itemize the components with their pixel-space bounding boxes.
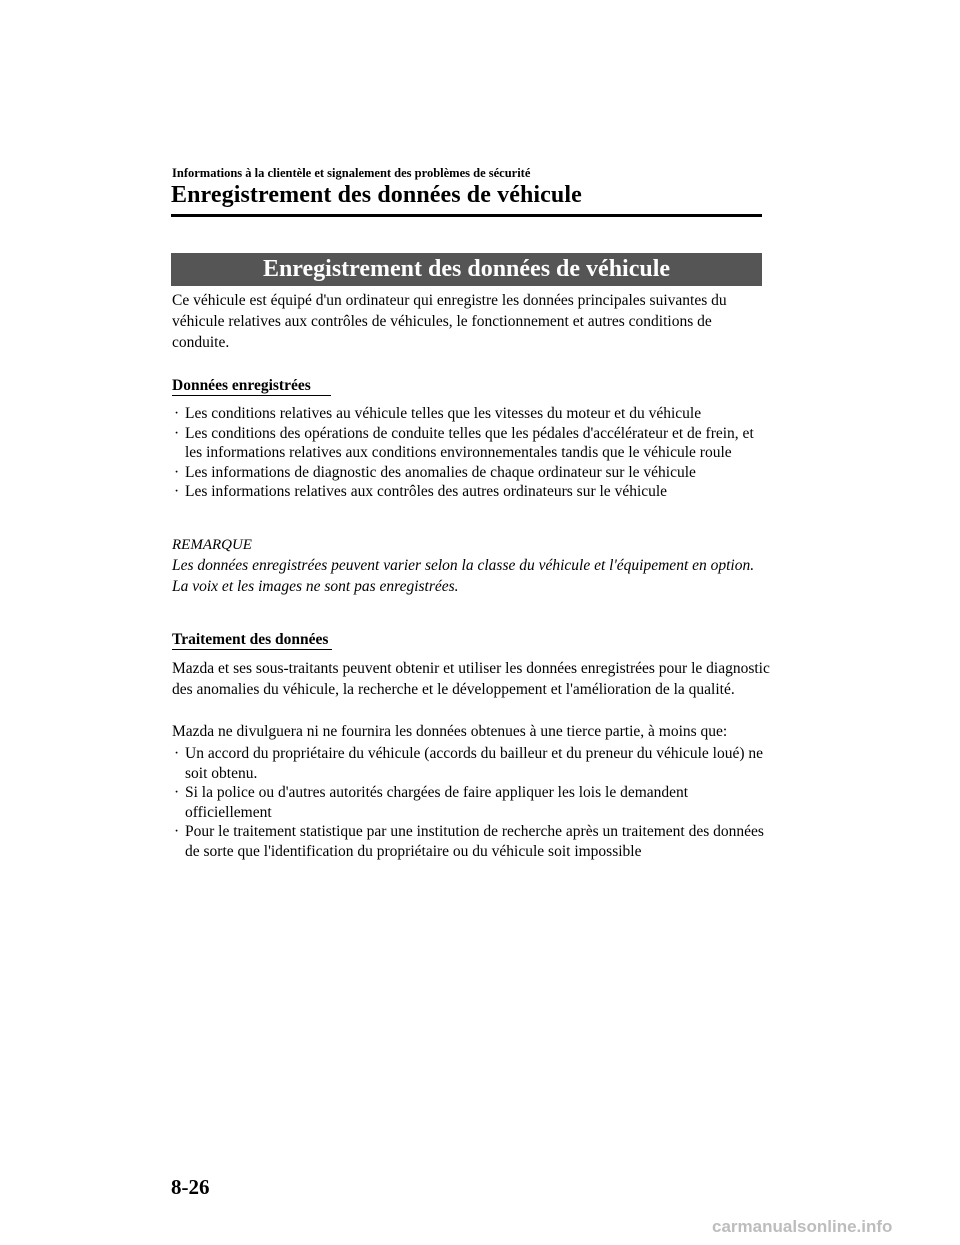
list-item: · Pour le traitement statistique par une institution de recherche après un traitement des données de sorte que l'identification du propriétaire ou du véhicule soit impossible — [174, 823, 764, 860]
list-item: · Si la police ou d'autres autorités chargées de faire appliquer les lois le demandent officiellement — [174, 784, 689, 821]
page-number: 8-26 — [171, 1175, 210, 1199]
section-title: Enregistrement des données de véhicule — [171, 182, 582, 208]
note-text: Les données enregistrées peuvent varier selon la classe du véhicule et l'équipement en option. La voix et les images ne sont pas enregistrées. — [172, 557, 755, 595]
processing-heading: Traitement des données — [172, 631, 329, 648]
processing-paragraph-2: Mazda ne divulguera ni ne fournira les données obtenues à une tierce partie, à moins que: — [172, 723, 728, 740]
bullet-icon: · — [174, 463, 180, 481]
bullet-icon: · — [174, 784, 180, 801]
list-item: · Un accord du propriétaire du véhicule (accords du bailleur et du preneur du véhicule loué) ne soit obtenu. — [174, 745, 763, 782]
processing-list — [172, 744, 772, 861]
bullet-icon: · — [174, 405, 180, 422]
list-item: · Les conditions relatives au véhicule telles que les vitesses du moteur et du véhicule — [174, 405, 702, 422]
banner-title: Enregistrement des données de véhicule — [262, 256, 671, 282]
intro-paragraph: Ce véhicule est équipé d'un ordinateur qui enregistre les données principales suivantes du véhicule relatives aux contrôles de véhicules, le fonctionnement et autres conditions de conduite. — [172, 292, 727, 351]
bullet-icon: · — [174, 823, 180, 840]
recorded-heading: Données enregistrées — [172, 377, 311, 394]
watermark: carmanualsonline.info — [712, 1217, 893, 1236]
list-item: · Les informations de diagnostic des anomalies de chaque ordinateur sur le véhicule — [174, 463, 696, 481]
processing-paragraph-1: Mazda et ses sous-traitants peuvent obtenir et utiliser les données enregistrées pour le diagnostic des anomalies du véhicule, la recherche et le développement et l'amélioration de la qualité. — [172, 660, 770, 698]
recorded-list — [172, 404, 772, 502]
note-label: REMARQUE — [172, 537, 252, 553]
bullet-icon: · — [174, 483, 180, 500]
list-item: · Les conditions des opérations de conduite telles que les pédales d'accélérateur et de frein, et les informations relatives aux conditions environnementales tandis que le véhicule roule — [174, 424, 754, 461]
bullet-icon: · — [174, 424, 180, 442]
bullet-icon: · — [174, 745, 180, 762]
topic-banner — [171, 253, 762, 286]
processing-heading-underline — [172, 649, 332, 650]
recorded-heading-underline — [172, 395, 331, 396]
list-item: · Les informations relatives aux contrôles des autres ordinateurs sur le véhicule — [174, 483, 668, 500]
chapter-label: Informations à la clientèle et signalement des problèmes de sécurité — [172, 166, 531, 180]
title-rule — [171, 214, 762, 217]
